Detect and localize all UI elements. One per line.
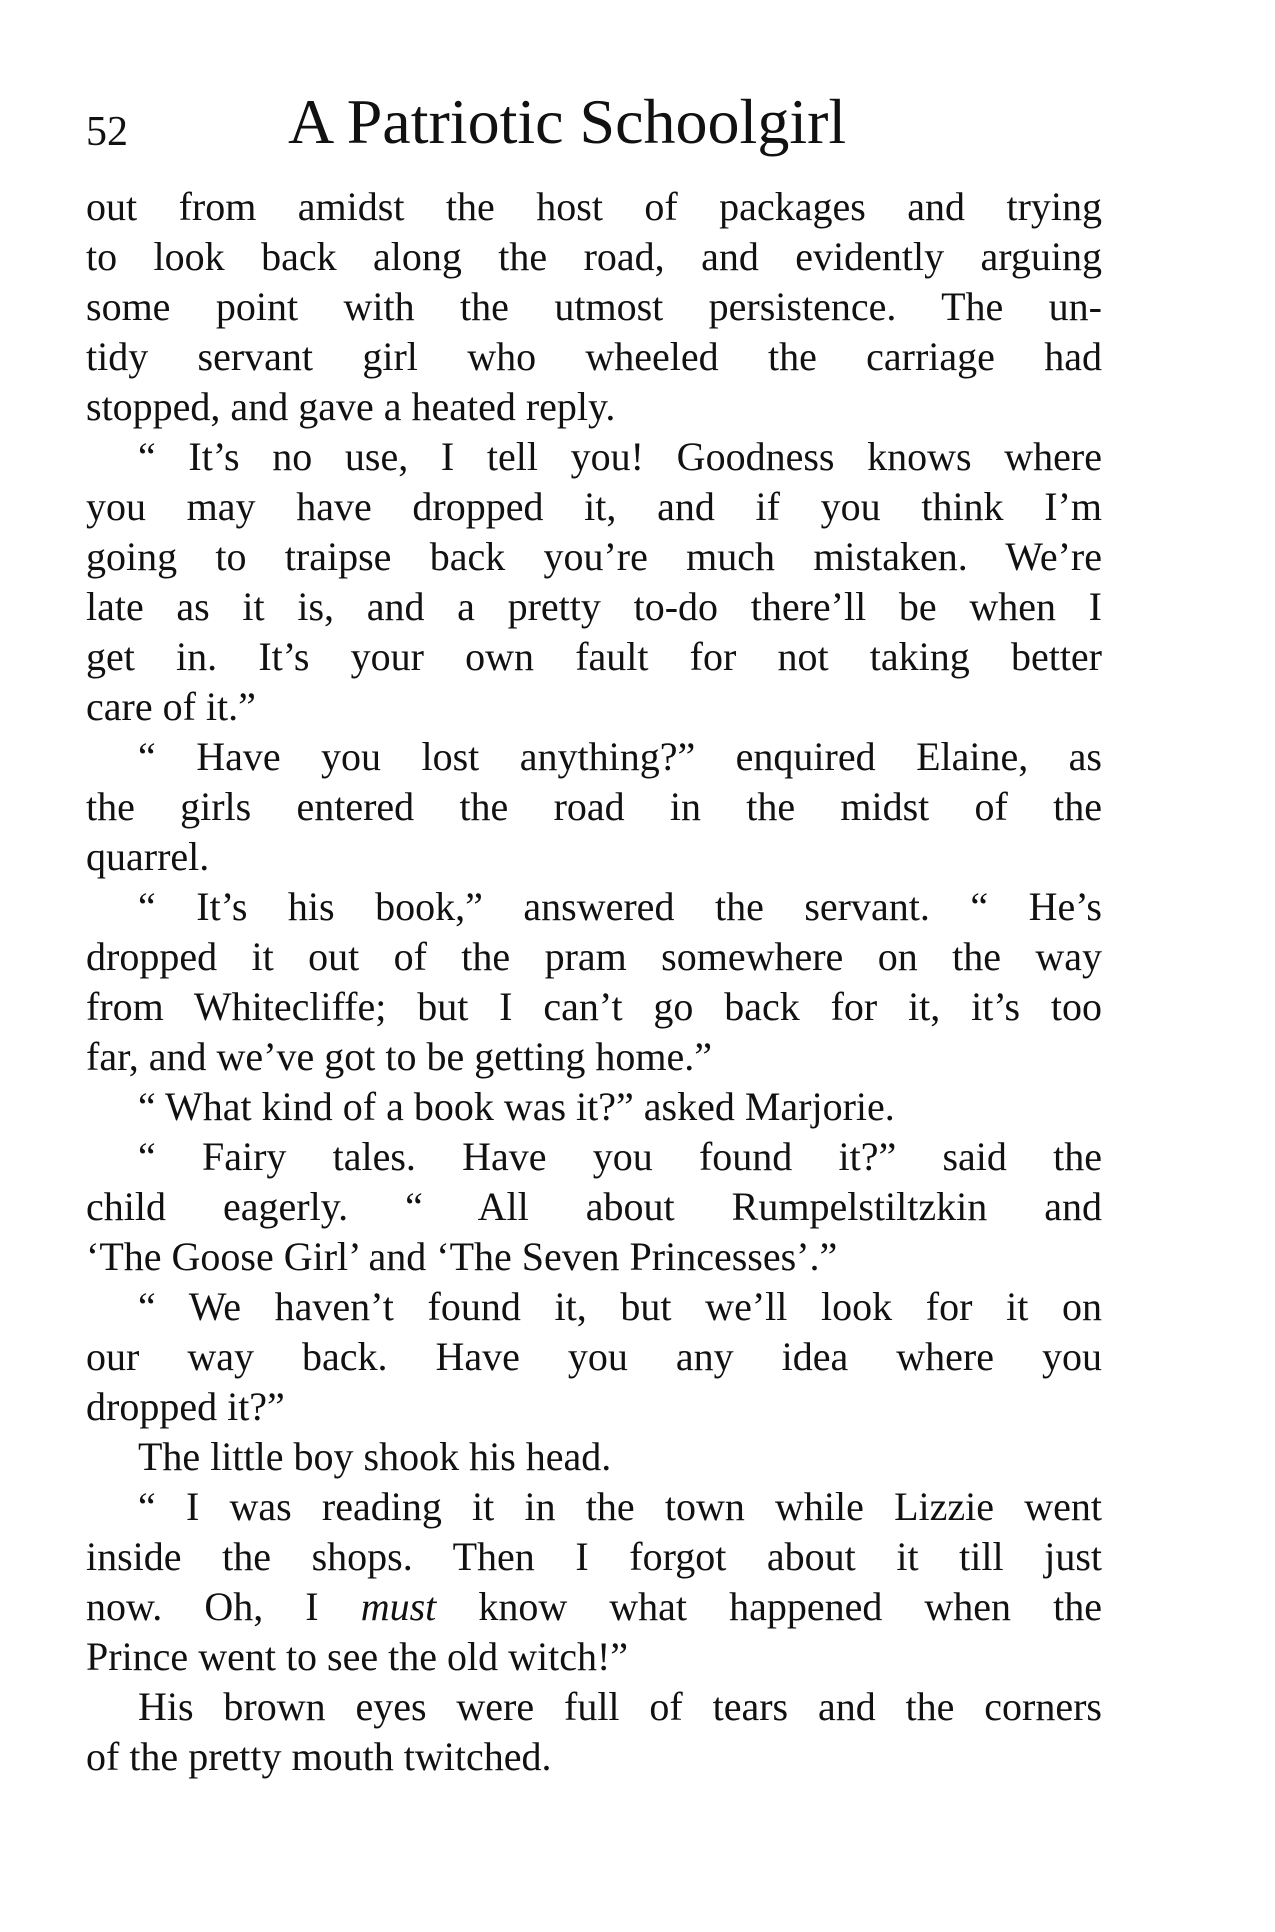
text-line: “ It’s no use, I tell you! Goodness knows where [138, 434, 1102, 479]
text-line: some point with the utmost persistence. The un- [86, 284, 1102, 329]
text-line: The little boy shook his head. [138, 1434, 612, 1479]
text-segment: know what happened when the [436, 1584, 1102, 1629]
book-page [86, 80, 1102, 1782]
text-line: “ What kind of a book was it?” asked Marjorie. [138, 1084, 895, 1129]
text-line: Prince went to see the old witch!” [86, 1634, 629, 1679]
text-line: “ We haven’t found it, but we’ll look for it on [138, 1284, 1102, 1329]
text-line: of the pretty mouth twitched. [86, 1734, 552, 1779]
text-line: His brown eyes were full of tears and the corners [138, 1684, 1102, 1729]
text-line: get in. It’s your own fault for not taking better [86, 634, 1102, 679]
text-segment: now. Oh, I [86, 1584, 361, 1629]
text-line: from Whitecliffe; but I can’t go back for it, it’s too [86, 984, 1102, 1029]
text-line: going to traipse back you’re much mistaken. We’re [86, 534, 1102, 579]
text-line: ‘The Goose Girl’ and ‘The Seven Princesses’.” [86, 1234, 838, 1279]
italic-text: must [360, 1584, 437, 1629]
text-line: out from amidst the host of packages and trying [86, 184, 1102, 229]
text-line [86, 1582, 1102, 1632]
text-line: far, and we’ve got to be getting home.” [86, 1034, 712, 1079]
page-number: 52 [86, 109, 128, 155]
text-line: dropped it out of the pram somewhere on the way [86, 934, 1102, 979]
body-text [86, 182, 1102, 1782]
text-line: child eagerly. “ All about Rumpelstiltzkin and [86, 1184, 1102, 1229]
text-line: to look back along the road, and evidently arguing [86, 234, 1102, 279]
text-line: you may have dropped it, and if you think I’m [86, 484, 1102, 529]
page-title: A Patriotic Schoolgirl [288, 86, 847, 157]
text-line: the girls entered the road in the midst of the [86, 784, 1102, 829]
text-line: “ I was reading it in the town while Lizzie went [138, 1484, 1102, 1529]
text-line: care of it.” [86, 684, 256, 729]
text-line: dropped it?” [86, 1384, 285, 1429]
running-head [86, 80, 1102, 172]
text-line: late as it is, and a pretty to-do there’ll be when I [86, 584, 1102, 629]
text-line: quarrel. [86, 834, 210, 879]
text-line: “ It’s his book,” answered the servant. “ He’s [138, 884, 1102, 929]
text-line: our way back. Have you any idea where you [86, 1334, 1102, 1379]
text-line: tidy servant girl who wheeled the carriage had [86, 334, 1102, 379]
text-line: “ Have you lost anything?” enquired Elaine, as [138, 734, 1102, 779]
text-line: inside the shops. Then I forgot about it till just [86, 1534, 1102, 1579]
text-line: stopped, and gave a heated reply. [86, 384, 616, 429]
text-line: “ Fairy tales. Have you found it?” said the [138, 1134, 1102, 1179]
